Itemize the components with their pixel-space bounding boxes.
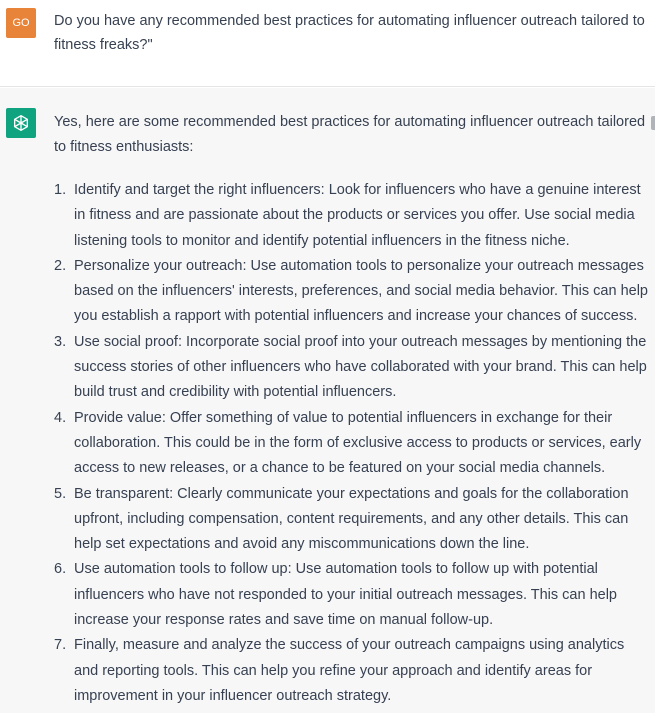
assistant-intro: Yes, here are some recommended best practices for automating influencer outreach tailored to fitness enthusiasts: <box>54 114 646 156</box>
list-number: 3. <box>54 333 67 350</box>
list-number: 4. <box>54 409 67 426</box>
user-question: Do you have any recommended best practices for automating influencer outreach tailored to fitness freaks?" <box>54 13 645 53</box>
user-message <box>0 0 655 87</box>
list-item-text: Use automation tools to follow up: Use automation tools to follow up with potential influencers who have not responded to your initial outreach messages. This can help increase your response rates and save time on manual follow-up. <box>74 561 617 629</box>
list-item-text: Finally, measure and analyze the success of your outreach campaigns using analytics and reporting tools. This can help you refine your approach and identify areas for improvement in your influencer outreach strategy. <box>74 637 625 704</box>
list-item <box>0 330 655 406</box>
list-number: 5. <box>54 485 67 502</box>
list-item-text: Be transparent: Clearly communicate your expectations and goals for the collaboration upfront, including compensation, content requirements, and any other details. This can help set expectations and avoid any miscommunications down the line. <box>74 485 629 553</box>
list-item-text: Identify and target the right influencers: Look for influencers who have a genuine interest in fitness and are passionate about the products or services you offer. Use social media listening tools to monitor and identify potential influencers in the fitness niche. <box>74 182 641 249</box>
list-number: 6. <box>54 561 67 578</box>
list-item-text: Provide value: Offer something of value to potential influencers in exchange for their collaboration. This could be in the form of exclusive access to products or services, early access to new releases, or a chance to be featured on your social media channels. <box>74 409 642 477</box>
list-item-text: Personalize your outreach: Use automation tools to personalize your outreach messages based on the influencers' interests, preferences, and social media behavior. This can help you establish a rapport with potential influencers and increase your chances of success. <box>74 257 648 325</box>
user-avatar: GO <box>6 8 36 38</box>
list-number: 7. <box>54 637 67 654</box>
list-number: 2. <box>54 257 67 274</box>
openai-logo-icon <box>6 108 36 138</box>
list-item-text: Use social proof: Incorporate social proof into your outreach messages by mentioning the success stories of other influencers who have collaborated with your brand. This can help build trust and credibility with potential influencers. <box>74 333 647 401</box>
list-item <box>0 254 655 330</box>
assistant-message <box>0 88 655 713</box>
list-item <box>0 557 655 633</box>
recommendation-list <box>0 178 655 709</box>
list-item <box>0 406 655 482</box>
list-item <box>0 633 655 709</box>
list-number: 1. <box>54 182 67 198</box>
list-item <box>0 482 655 558</box>
copy-icon[interactable] <box>651 116 655 130</box>
list-item <box>0 178 655 254</box>
